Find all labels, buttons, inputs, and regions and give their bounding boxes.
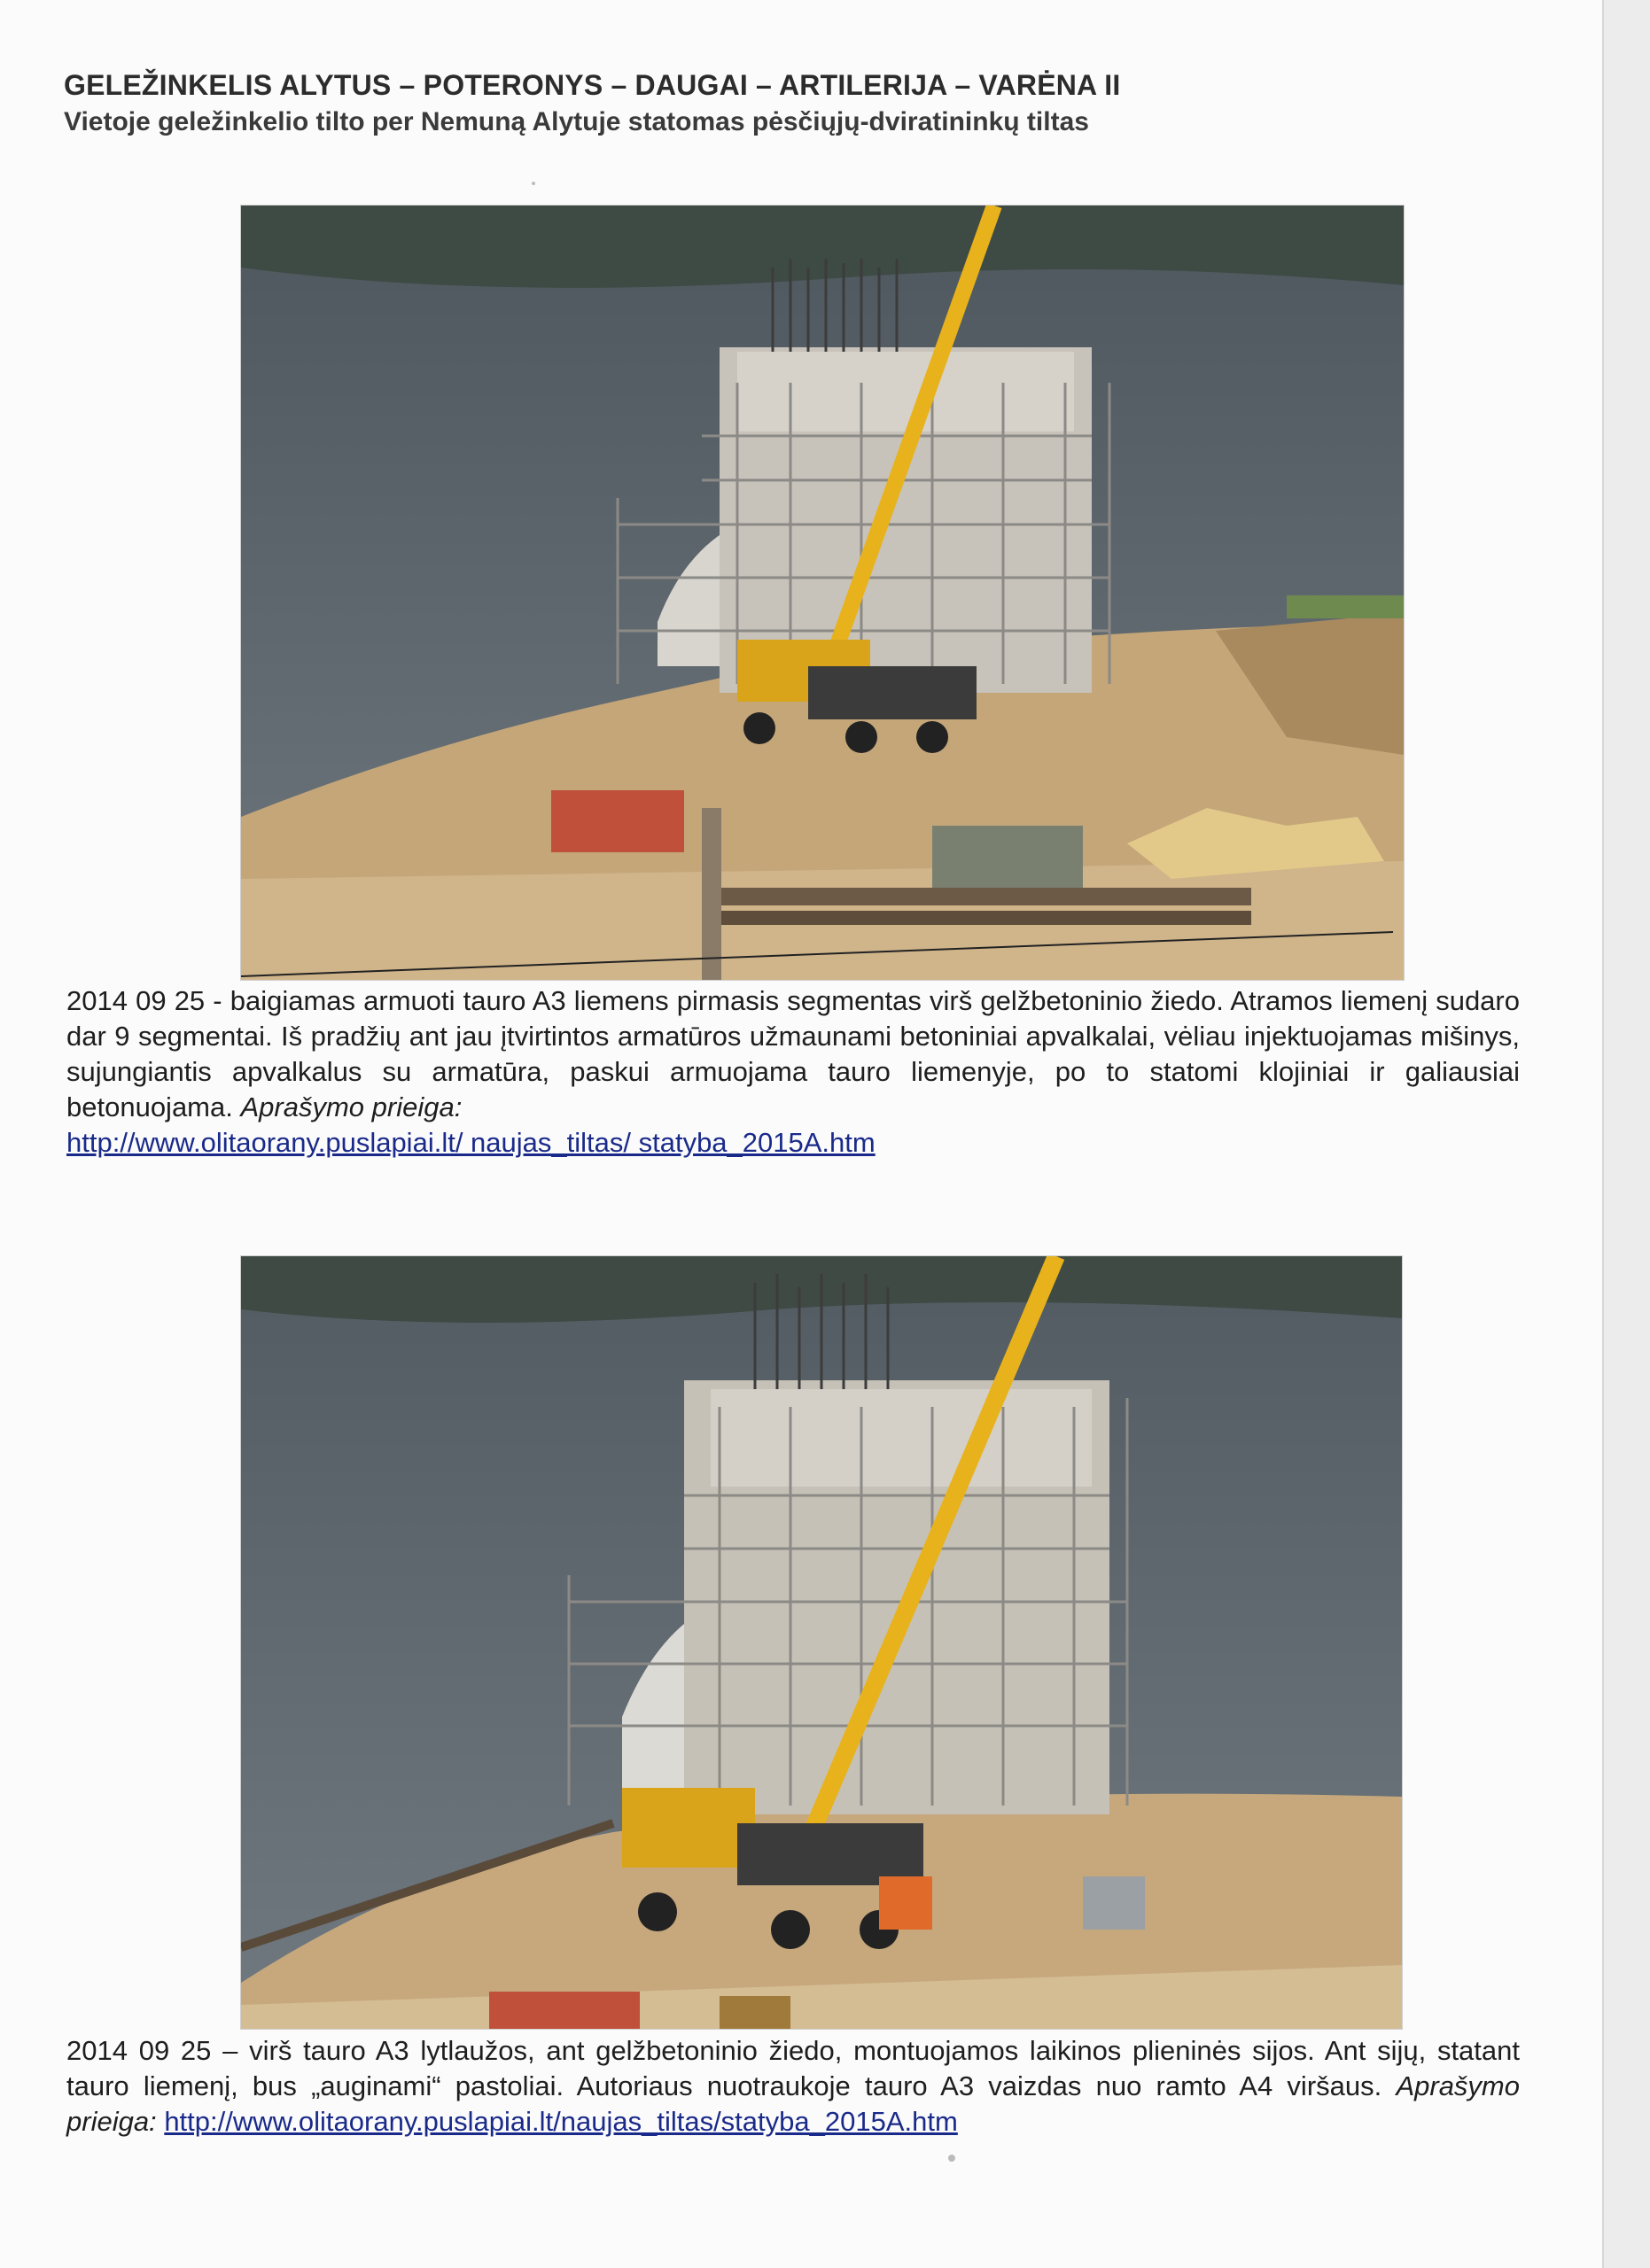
source-link[interactable]: http://www.olitaorany.puslapiai.lt/ naujas_tiltas/ statyba_2015A.htm — [66, 1127, 876, 1158]
construction-photo-icon — [241, 1256, 1402, 2029]
caption-text: 2014 09 25 - baigiamas armuoti tauro A3 liemens pirmasis segmentas virš gelžbetoninio žiedo. Atramos liemenį sudaro dar 9 segmentai. Iš pradžių ant jau įtvirtintos armatūros užmaunami betoniniai apvalkalai, vėliau injektuojamas mišinys, sujungiantis apvalkalus su armatūra, paskui armuojama tauro liemenyje, po to statomi klojiniai ir galiausiai betonuojama. — [66, 985, 1520, 1122]
photo-1-caption — [66, 983, 1520, 1161]
construction-photo-icon — [241, 206, 1404, 980]
scan-speck — [532, 182, 535, 185]
scan-speck — [948, 2155, 955, 2162]
page-subtitle: Vietoje geležinkelio tilto per Nemuną Alytuje statomas pėsčiųjų-dviratininkų tiltas — [64, 107, 1089, 136]
page-header — [64, 69, 1570, 137]
page-title: GELEŽINKELIS ALYTUS – POTERONYS – DAUGAI – ARTILERIJA – VARĖNA II — [64, 69, 1121, 101]
scan-edge — [1604, 0, 1650, 2268]
access-label: Aprašymo prieiga: — [66, 2070, 1520, 2137]
construction-photo-2 — [241, 1256, 1402, 2029]
construction-photo-1 — [241, 206, 1404, 980]
caption-text: 2014 09 25 – virš tauro A3 lytlaužos, ant gelžbetoninio žiedo, montuojamos laikinos plieninės sijos. Ant sijų, statant tauro liemenį, bus „auginami“ pastoliai. Autoriaus nuotraukoje tauro A3 vaizdas nuo ramto A4 viršaus. — [66, 2035, 1520, 2101]
source-link[interactable]: http://www.olitaorany.puslapiai.lt/naujas_tiltas/statyba_2015A.htm — [164, 2106, 958, 2137]
photo-2-caption — [66, 2033, 1520, 2140]
access-label: Aprašymo prieiga: — [240, 1091, 463, 1122]
